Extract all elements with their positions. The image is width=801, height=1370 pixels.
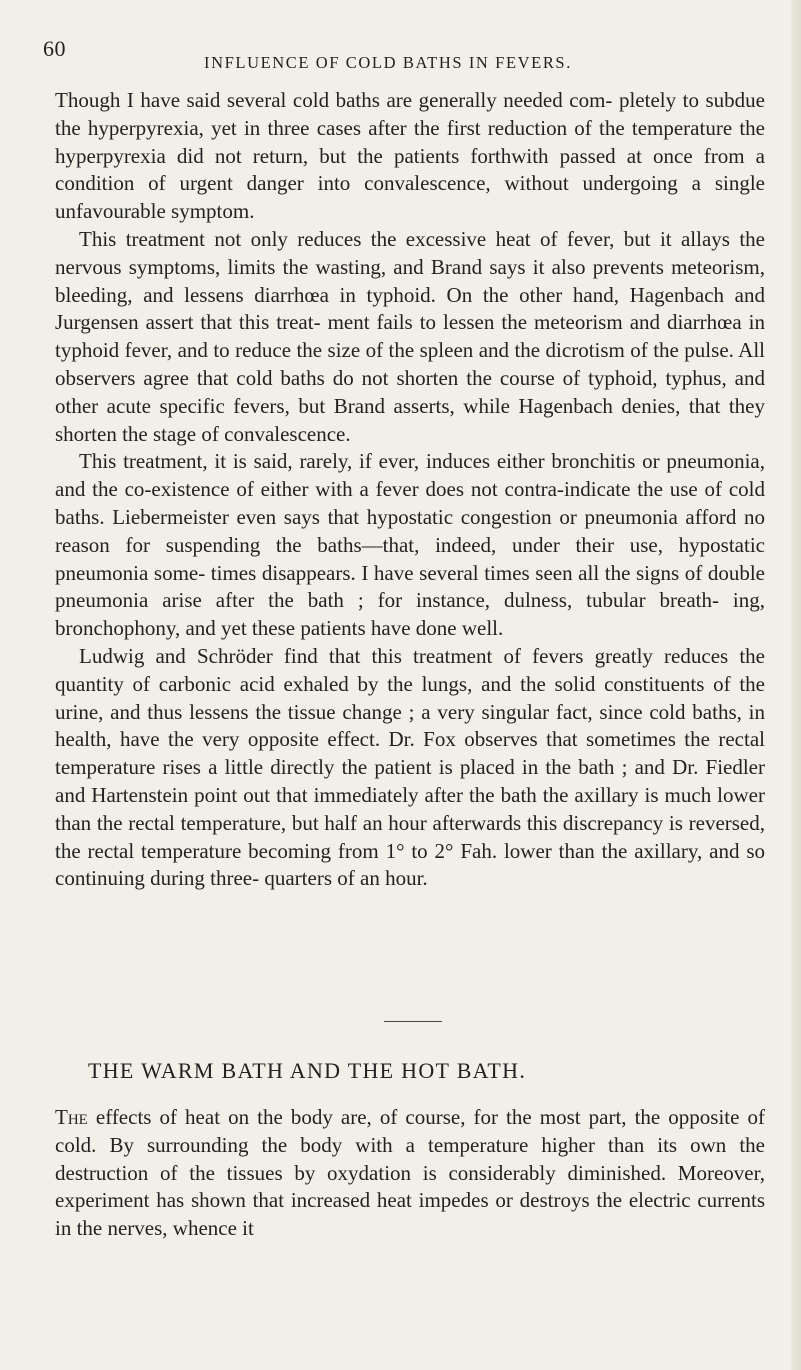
paragraph-text: effects of heat on the body are, of course, for the most part, the opposite of cold. By surrounding the body with a temperature higher than its own the destruction of the tissues by oxydation is considerably diminished. Moreover, experiment has shown that increased heat impedes or destroys the electric currents in the nerves, whence it <box>55 1105 765 1241</box>
lead-word: The <box>55 1105 88 1129</box>
paragraph: This treatment, it is said, rarely, if ever, induces either bronchitis or pneumonia, and the co-existence of either with a fever does not contra-indicate the use of cold baths. Liebermeister even says that hypostatic congestion or pneumonia afford no reason for suspending the baths—that, indeed, under their use, hypostatic pneumonia some- times disappears. I have several times seen all the signs of double pneumonia arise after the bath ; for instance, dulness, tubular breath- ing, bronchophony, and yet these patients have done well. <box>55 449 765 641</box>
section-divider <box>384 1021 442 1022</box>
page-edge <box>791 0 801 1370</box>
paragraph: Though I have said several cold baths are generally needed com- pletely to subdue the hyperpyrexia, yet in three cases after the first reduction of the temperature the hyperpyrexia did not return, but the patients forthwith passed at once from a condition of urgent danger into convalescence, without undergoing a single unfavourable symptom. <box>55 88 765 224</box>
paragraph: Ludwig and Schröder find that this treatment of fevers greatly reduces the quantity of carbonic acid exhaled by the lungs, and the solid constituents of the urine, and thus lessens the tissue change ; a very singular fact, since cold baths, in health, have the very opposite effect. Dr. Fox observes that sometimes the rectal temperature rises a little directly the patient is placed in the bath ; and Dr. Fiedler and Hartenstein point out that immediately after the bath the axillary is much lower than the rectal temperature, but half an hour afterwards this discrepancy is reversed, the rectal temperature becoming from 1° to 2° Fah. lower than the axillary, and so continuing during three- quarters of an hour. <box>55 643 765 891</box>
page-number: 60 <box>43 36 66 61</box>
paragraph <box>55 1104 765 1243</box>
section-heading: THE WARM BATH AND THE HOT BATH. <box>88 1058 527 1083</box>
main-text <box>55 87 765 893</box>
section-text <box>55 1104 765 1243</box>
running-head: INFLUENCE OF COLD BATHS IN FEVERS. <box>204 53 572 72</box>
paragraph: This treatment not only reduces the excessive heat of fever, but it allays the nervous symptoms, limits the wasting, and Brand says it also prevents meteorism, bleeding, and lessens diarrhœa in typhoid. On the other hand, Hagenbach and Jurgensen assert that this treat- ment fails to lessen the meteorism and diarrhœa in typhoid fever, and to reduce the size of the spleen and the dicrotism of the pulse. All observers agree that cold baths do not shorten the course of typhoid, typhus, and other acute specific fevers, but Brand asserts, while Hagenbach denies, that they shorten the stage of convalescence. <box>55 226 765 446</box>
